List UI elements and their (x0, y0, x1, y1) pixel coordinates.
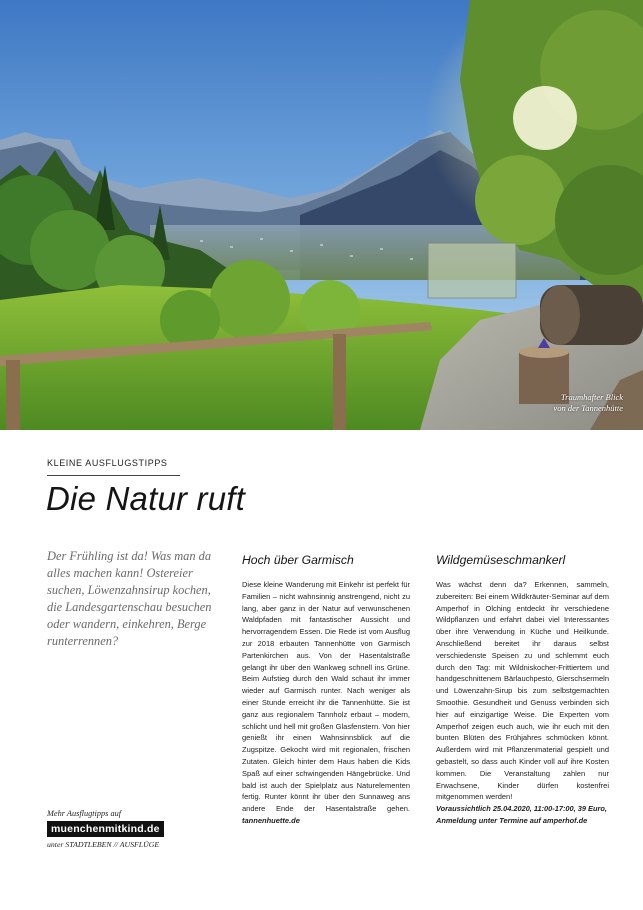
column-heading: Wildgemüseschmankerl (436, 553, 566, 567)
article-title: Die Natur ruft (46, 480, 246, 517)
column-heading: Hoch über Garmisch (242, 553, 354, 567)
more-tips-label: Mehr Ausflugtipps auf (47, 809, 122, 818)
hero-photo (0, 0, 643, 430)
column-body: Was wächst denn da? Erkennen, sammeln, zubereiten: Bei einem Wildkräuter-Seminar auf dem Amperhof in Olching entdeckt ihr verschiedene Wildpflanzen und erfahrt dabei viel Interessantes über ihre Verwendung in Küche und Heilkunde. Anschließend bereitet ihr daraus selbst verschiedenste Speisen zu und schlemmt euch durch den Tag: mit Wildniskocher-Frittiertem und handgeschnittenem Bärlauchpesto, Gierschsermeln und Löwenzahn-Sirup bis zum selbstgemachten Smoothie. Gesundheit und Genuss verbinden sich hier auf einzigartige Weise. Die Experten vom Amperhof zeigen euch auch, wie ihr euch mit den bunten Blüten des Frühjahres schmücken könnt. Außerdem wird mit Pflanzenmaterial gespielt und gebastelt, so dass auch Kinder voll auf ihre Kosten kommen. Die Veranstaltung zahlen nur Erwachsene, Kinder dürfen kostenfrei mitgenommen werden! (436, 580, 609, 802)
article-column-garmisch (242, 553, 410, 827)
kicker-divider (47, 475, 180, 476)
column-body (242, 579, 410, 827)
caption-line-1: Traumhafter Blick (560, 392, 623, 402)
mountain-landscape-image (0, 0, 643, 430)
intro-text: Der Frühling ist da! Was man da alles machen kann! Ostereier suchen, Löwenzahnsirup kochen, die Landesgartenschau besuchen oder wandern, einkehren, Berge runterrennen? (47, 549, 212, 648)
website-tag[interactable]: tannenhuette.de (242, 815, 300, 825)
photo-caption (553, 392, 623, 414)
column-body-text: Diese kleine Wanderung mit Einkehr ist perfekt für Familien – nicht wahnsinnig anstrengend, nicht zu lang, aber ganz in der Natur auf verwunschenen Waldpfaden mit fantastischer Aussicht und hervorragendem Essen. Die Rede ist vom Ausflug zur 2018 erbauten Tannenhütte von Garmisch Partenkirchen aus. Von der Hasentalstraße gelangt ihr über den Wankweg schnell ins Grüne. Beim Aufstieg durch den Wald schaut ihr immer wieder auf Garmisch runter. Nach weniger als einer Stunde erreicht ihr die Tannenhütte. Sie ist ganz aus regionalem Tannholz erbaut – modern, schlicht und hell mit großen Glasfenstern. Von hier genießt ihr einen Wahnsinnsblick auf die Zugspitze. Gekocht wird mit regionalen, frischen Zutaten. Gleich hinter dem Haus haben die Kids Spaß auf einer schwingenden Hängebrücke. Und bald ist auch der Spielplatz aus Naturelementen fertig. Runter könnt ihr über den Sunnaweg ans andere Ende der Hasentalstraße gehen. (242, 580, 410, 814)
more-tips-section: unter STADTLEBEN // AUSFLÜGE (47, 840, 160, 849)
section-kicker: KLEINE AUSFLUGSTIPPS (47, 458, 168, 468)
more-tips-box (47, 809, 227, 849)
event-note: Voraussichtlich 25.04.2020, 11:00-17:00, 39 Euro, Anmeldung unter Termine auf amperhof.de (436, 804, 607, 825)
caption-line-2: von der Tannenhütte (553, 403, 623, 413)
article-column-wildgemuese (436, 553, 609, 827)
website-link[interactable]: muenchenmitkind.de (47, 821, 164, 837)
